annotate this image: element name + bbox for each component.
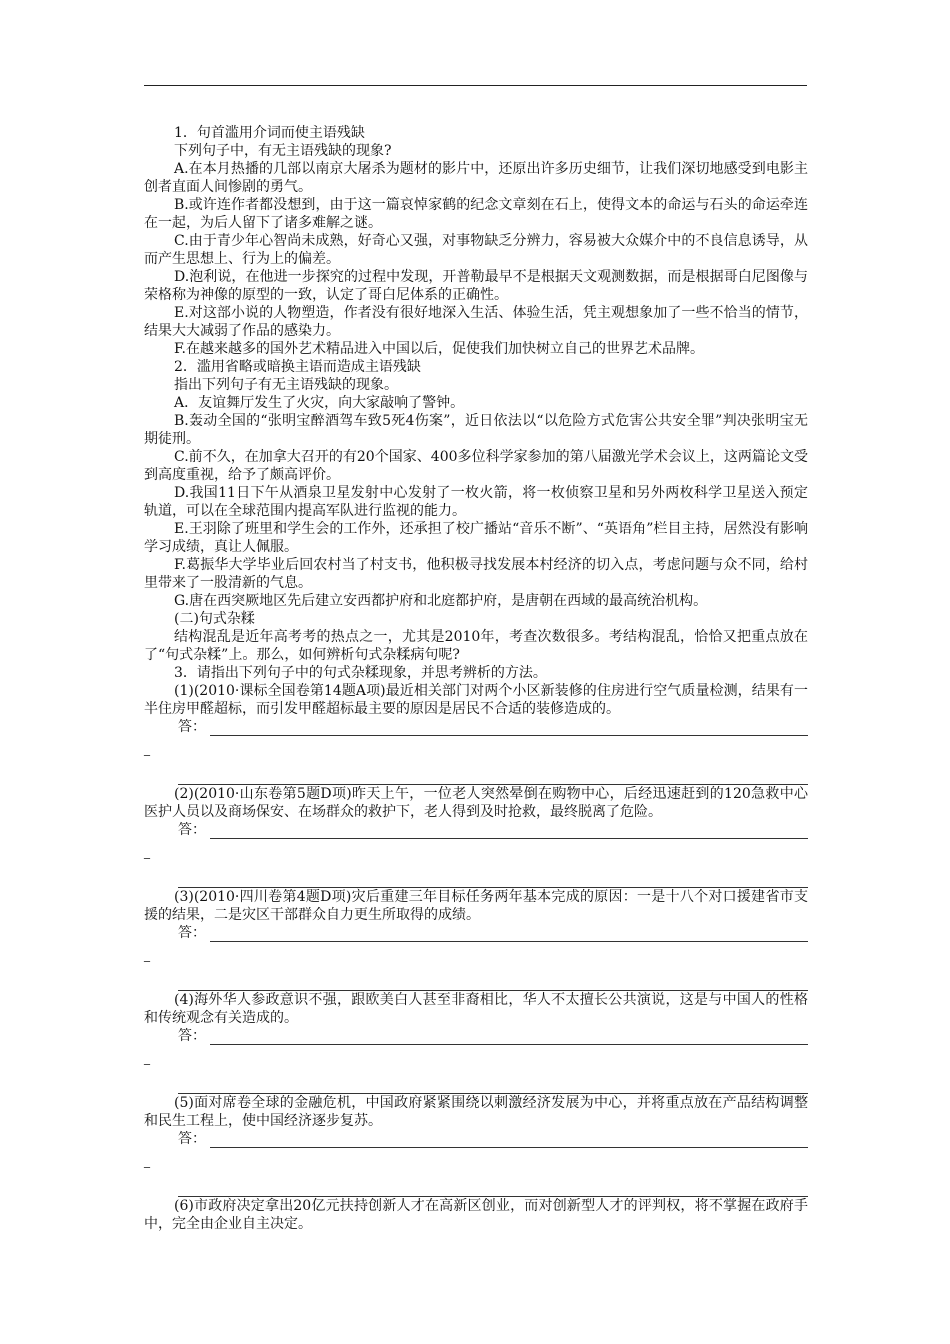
answer-label: 答： [178,925,206,941]
section-3-heading: (二)句式杂糅 [174,611,255,627]
section-2-item-d: D.我国11日下午从酒泉卫星发射中心发射了一枚火箭，将一枚侦察卫星和另外两枚科学卫星送入预定轨道，可以在全球范围内提高军队进行监视的能力。 [144,485,808,519]
question-2: (2)(2010·山东卷第5题D项)昨天上午，一位老人突然晕倒在购物中心，后经迅速赶到的120急救中心医护人员以及商场保安、在场群众的救护下，老人得到及时抢救，最终脱离了危险。 [144,786,808,820]
answer-field-3[interactable] [178,924,808,942]
answer-label: 答： [178,822,206,838]
header-rule [144,85,807,86]
question-1: (1)(2010·课标全国卷第14题A项)最近相关部门对两个小区新装修的住房进行空气质量检测，结果有一半住房甲醛超标，而引发甲醛超标最主要的原因是居民不合适的装修造成的。 [144,683,808,717]
answer-underline [210,723,808,736]
document-content [144,124,808,1233]
section-3-title: 3．请指出下列句子中的句式杂糅现象，并思考辨析的方法。 [174,665,547,681]
continuation-mark: _ [144,742,150,756]
question-3: (3)(2010·四川卷第4题D项)灾后重建三年目标任务两年基本完成的原因：一是十八个对口援建省市支援的结果，二是灾区干部群众自力更生所取得的成绩。 [144,889,808,923]
section-2-item-e: E.王羽除了班里和学生会的工作外，还承担了校广播站“音乐不断”、“英语角”栏目主持，居然没有影响学习成绩，真让人佩服。 [144,521,808,555]
answer-field-4[interactable] [178,1027,808,1045]
section-2-item-b: B.轰动全国的“张明宝醉酒驾车致5死4伤案”，近日依法以“以危险方式危害公共安全罪”判决张明宝无期徒刑。 [144,413,808,447]
answer-field-5[interactable] [178,1130,808,1148]
answer-label: 答： [178,1028,206,1044]
section-2-item-c: C.前不久，在加拿大召开的有20个国家、400多位科学家参加的第八届激光学术会议上，这两篇论文受到高度重视，给予了颇高评价。 [144,449,808,483]
section-1-item-c: C.由于青少年心智尚未成熟，好奇心又强，对事物缺乏分辨力，容易被大众媒介中的不良信息诱导，从而产生思想上、行为上的偏差。 [144,233,808,267]
answer-underline [210,1032,808,1045]
section-1-item-b: B.或许连作者都没想到，由于这一篇哀悼家鹤的纪念文章刻在石上，使得文本的命运与石头的命运牵连在一起，为后人留下了诸多难解之谜。 [144,197,808,231]
section-3-intro: 结构混乱是近年高考考的热点之一，尤其是2010年，考查次数很多。考结构混乱，恰恰又把重点放在了“句式杂糅”上。那么，如何辨析句式杂糅病句呢? [144,629,808,663]
continuation-mark: _ [144,1051,150,1065]
answer-label: 答： [178,1131,206,1147]
answer-underline [210,826,808,839]
section-2-question: 指出下列句子有无主语残缺的现象。 [174,377,398,393]
question-5: (5)面对席卷全球的金融危机，中国政府紧紧围绕以刺激经济发展为中心，并将重点放在产品结构调整和民生工程上，使中国经济逐步复苏。 [144,1095,808,1129]
section-2-item-g: G.唐在西突厥地区先后建立安西都护府和北庭都护府，是唐朝在西域的最高统治机构。 [174,593,708,609]
continuation-mark: _ [144,845,150,859]
section-1-question: 下列句子中，有无主语残缺的现象? [174,143,392,159]
answer-underline [210,1135,808,1148]
section-1-item-a: A.在本月热播的几部以南京大屠杀为题材的影片中，还原出许多历史细节，让我们深切地感受到电影主创者直面人间惨剧的勇气。 [144,161,808,195]
answer-underline [210,929,808,942]
section-2-item-f: F.葛振华大学毕业后回农村当了村支书，他积极寻找发展本村经济的切入点，考虑问题与众不同，给村里带来了一股清新的气息。 [144,557,808,591]
section-1-item-d: D.泡利说，在他进一步探究的过程中发现，开普勒最早不是根据天文观测数据，而是根据哥白尼图像与荣格称为神像的原型的一致，认定了哥白尼体系的正确性。 [144,269,808,303]
section-1-title: 1．句首滥用介词而使主语残缺 [174,125,365,141]
answer-field-1[interactable] [178,718,808,736]
section-1-item-f: F.在越来越多的国外艺术精品进入中国以后，促使我们加快树立自己的世界艺术品牌。 [174,341,704,357]
section-2-title: 2．滥用省略或暗换主语而造成主语残缺 [174,359,421,375]
continuation-mark: _ [144,1154,150,1168]
question-6: (6)市政府决定拿出20亿元扶持创新人才在高新区创业，而对创新型人才的评判权，将不掌握在政府手中，完全由企业自主决定。 [144,1198,808,1232]
answer-label: 答： [178,719,206,735]
answer-field-2[interactable] [178,821,808,839]
section-2-item-a: A．友谊舞厅发生了火灾，向大家敲响了警钟。 [174,395,465,411]
section-1-item-e: E.对这部小说的人物塑造，作者没有很好地深入生活、体验生活，凭主观想象加了一些不恰当的情节，结果大大减弱了作品的感染力。 [144,305,808,339]
question-4: (4)海外华人参政意识不强，跟欧美白人甚至非裔相比，华人不太擅长公共演说，这是与中国人的性格和传统观念有关造成的。 [144,992,808,1026]
continuation-mark: _ [144,948,150,962]
